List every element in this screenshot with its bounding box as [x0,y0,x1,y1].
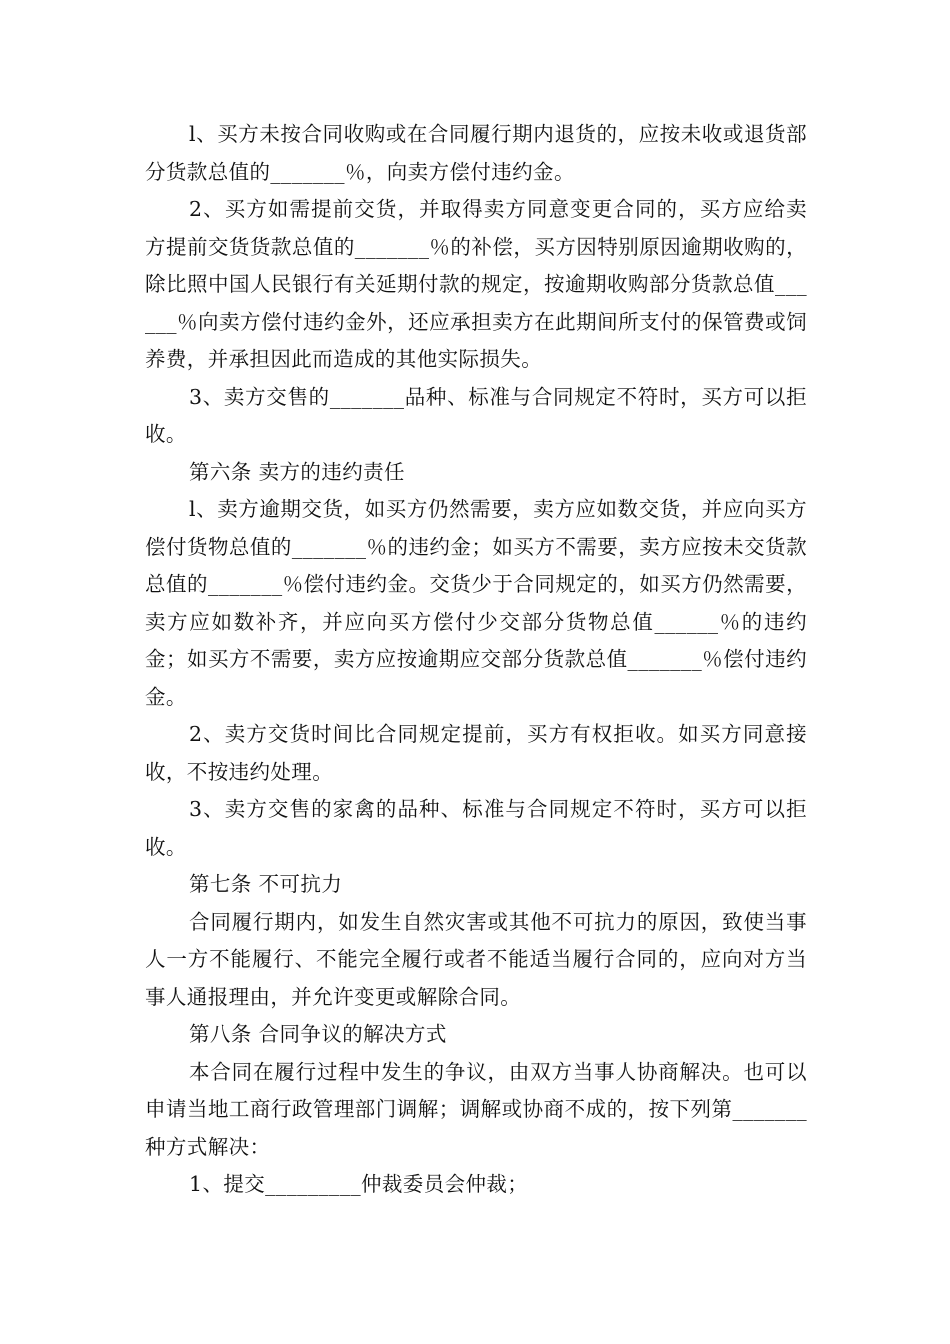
paragraph-buyer-clause-3: 3、卖方交售的_______品种、标准与合同规定不符时，买方可以拒收。 [145,384,807,446]
section-heading-article-8: 第八条 合同争议的解决方式 [189,1022,447,1046]
section-heading-article-6: 第六条 卖方的违约责任 [189,459,405,484]
document-page [145,116,807,1204]
paragraph-buyer-clause-1: l、买方未按合同收购或在合同履行期内退货的，应按未收或退货部分货款总值的_______％，向卖方偿付违约金。 [145,122,807,184]
paragraph-seller-clause-2: 2、卖方交货时间比合同规定提前，买方有权拒收。如买方同意接收，不按违约处理。 [145,722,807,784]
section-heading-article-7: 第七条 不可抗力 [189,872,343,896]
paragraph-arbitration-option-1: 1、提交_________仲裁委员会仲裁； [189,1172,529,1196]
paragraph-seller-clause-1: l、卖方逾期交货，如买方仍然需要，卖方应如数交货，并应向买方偿付货物总值的_______％的违约金；如买方不需要，卖方应按未交货款总值的_______％偿付违约金。交货少于合同规定的，如买方仍然需要，卖方应如数补齐，并应向买方偿付少交部分货物总值______％的违约金；如买方不需要，卖方应按逾期应交部分货款总值_______％偿付违约金。 [145,497,807,709]
paragraph-seller-clause-3: 3、卖方交售的家禽的品种、标准与合同规定不符时，买方可以拒收。 [145,797,807,859]
paragraph-buyer-clause-2: 2、买方如需提前交货，并取得卖方同意变更合同的，买方应给卖方提前交货货款总值的_______％的补偿，买方因特别原因逾期收购的，除比照中国人民银行有关延期付款的规定，按逾期收购部分货款总值______％向卖方偿付违约金外，还应承担卖方在此期间所支付的保管费或饲养费，并承担因此而造成的其他实际损失。 [145,197,807,371]
paragraph-dispute-resolution: 本合同在履行过程中发生的争议，由双方当事人协商解决。也可以申请当地工商行政管理部门调解；调解或协商不成的，按下列第_______种方式解决： [145,1059,807,1159]
paragraph-force-majeure: 合同履行期内，如发生自然灾害或其他不可抗力的原因，致使当事人一方不能履行、不能完全履行或者不能适当履行合同的，应向对方当事人通报理由，并允许变更或解除合同。 [145,909,807,1009]
